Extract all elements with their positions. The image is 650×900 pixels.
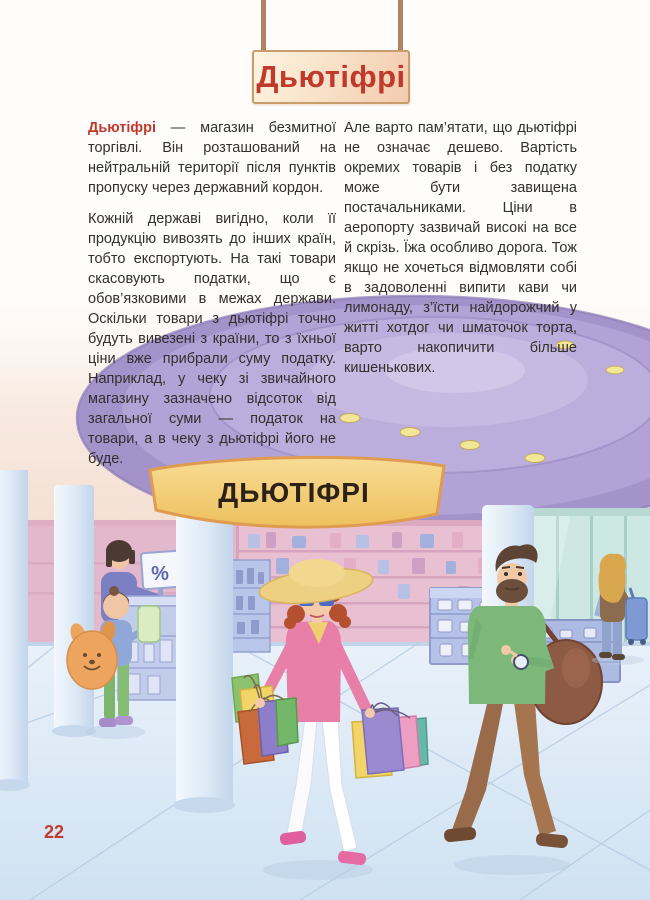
discount-symbol: % bbox=[151, 563, 169, 585]
left-text-column bbox=[88, 118, 336, 480]
beard bbox=[496, 579, 528, 603]
blonde-hair bbox=[599, 554, 626, 603]
chapter-title-plate bbox=[252, 50, 410, 104]
right-text-column bbox=[344, 118, 577, 389]
snack-bag bbox=[138, 606, 160, 642]
chapter-title: Дьютіфрі bbox=[256, 59, 406, 94]
bottle-cabinet bbox=[230, 560, 270, 652]
lead-term: Дьютіфрі bbox=[88, 120, 156, 136]
column-center bbox=[173, 514, 235, 813]
sign-post-right bbox=[398, 0, 403, 54]
store-sign-label: ДЬЮТІФРІ bbox=[218, 477, 370, 508]
sign-post-left bbox=[261, 0, 266, 54]
paragraph-taxes: Кожній державі вигідно, коли її продукцію вивозять до інших країн, тобто експортують. На такі товари скасовують податки, що є обов’язковими в межах держави. Оскільки товари з дьютіфрі точно будуть вивезені з країни, то з їхньої ціни вже прибрали суму податку. Наприклад, у чеку зі звичайного магазину зазначено відсоток від загальної суми — податок на товари, а в чеку з дьютіфрі його не буде. bbox=[88, 211, 336, 467]
paragraph-definition-text: — магазин безмитної торгівлі. Він розташований на нейтральній території після пунктів пропуску через державний кордон. bbox=[88, 120, 336, 196]
column-left bbox=[52, 485, 96, 737]
column-far-left bbox=[0, 470, 30, 791]
paragraph-prices: Але варто пам’ятати, що дьютіфрі не означає дешево. Вартість окремих товарів і без податку може бути завищена постачальниками. Ціни в аеропорту зазвичай високі на все й скрізь. Їжа особливо дорога. Тож якщо не хочеться відмовляти собі в задоволенні випити кави чи лимонаду, з’їсти найдорожчий у житті хотдог чи шматочок торта, варто накопичити більше кишенькових. bbox=[344, 120, 577, 376]
page-number: 22 bbox=[44, 822, 65, 842]
paragraph-definition bbox=[88, 118, 336, 198]
